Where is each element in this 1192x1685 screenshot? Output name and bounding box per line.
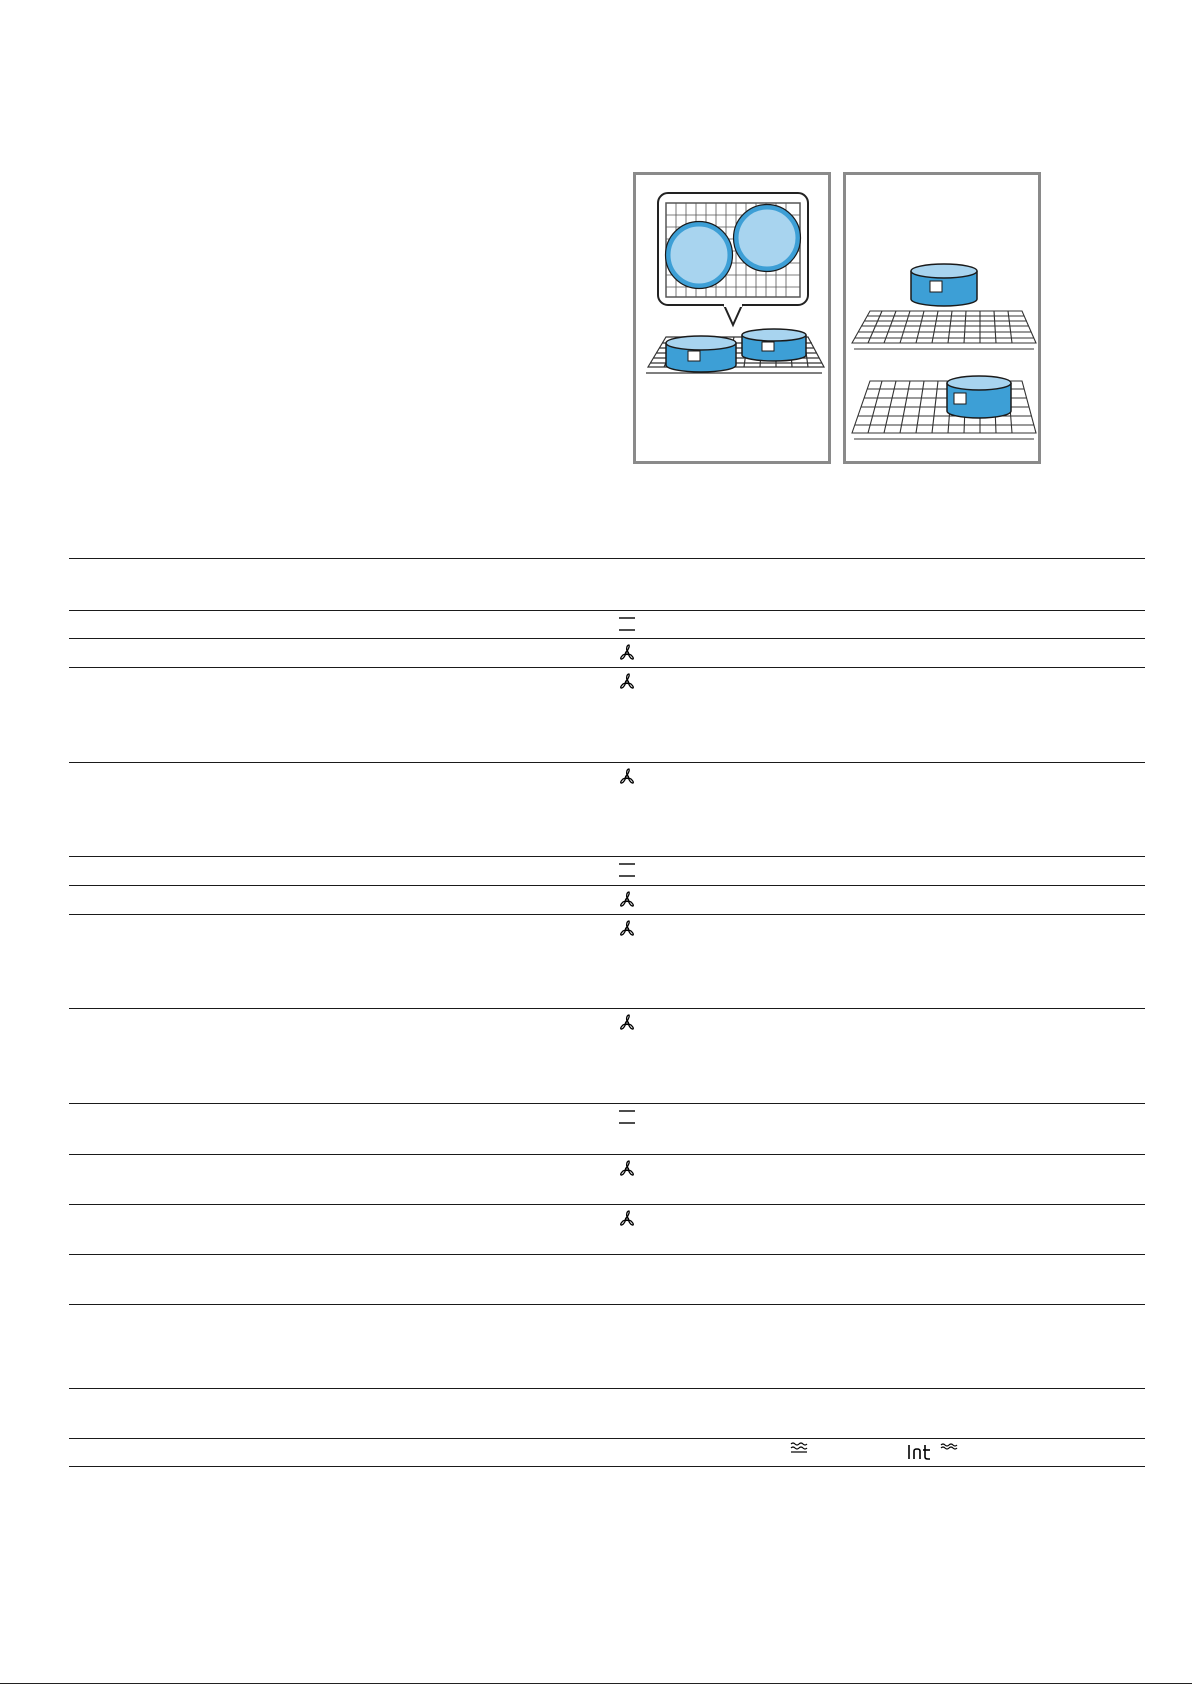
table-row — [69, 885, 1145, 914]
table-row — [69, 1438, 1145, 1467]
hot-air-fan-icon — [618, 1013, 636, 1031]
table-row — [69, 1204, 1145, 1254]
table-header-row — [69, 558, 1145, 610]
hot-air-fan-icon — [618, 643, 636, 661]
panel-side-by-side — [633, 172, 831, 464]
table-row — [69, 1388, 1145, 1438]
hot-air-fan-icon — [618, 890, 636, 908]
top-bottom-heat-icon — [618, 615, 636, 633]
table-row — [69, 667, 1145, 762]
placement-illustration — [633, 172, 1046, 468]
hot-air-fan-icon — [618, 1159, 636, 1177]
top-bottom-heat-icon — [618, 1108, 636, 1126]
table-row — [69, 1304, 1145, 1388]
hot-air-fan-icon — [618, 767, 636, 785]
table-row — [69, 1008, 1145, 1103]
top-bottom-heat-icon — [618, 861, 636, 879]
baking-table — [69, 558, 1145, 1467]
panel-two-levels — [843, 172, 1041, 464]
hot-air-fan-icon — [618, 919, 636, 937]
hot-air-fan-icon — [618, 1209, 636, 1227]
tins-two-levels-illustration — [846, 175, 1038, 461]
table-row — [69, 610, 1145, 638]
hot-air-fan-icon — [618, 672, 636, 690]
table-row — [69, 856, 1145, 885]
table-row — [69, 762, 1145, 856]
intensive-steam-icon — [907, 1442, 965, 1460]
steam-icon — [790, 1442, 808, 1454]
page-bottom-rule — [0, 1683, 1192, 1684]
table-row — [69, 1154, 1145, 1204]
table-row — [69, 638, 1145, 667]
table-row — [69, 1103, 1145, 1154]
tins-side-by-side-illustration — [636, 175, 828, 461]
table-row — [69, 914, 1145, 1008]
table-row — [69, 1254, 1145, 1304]
